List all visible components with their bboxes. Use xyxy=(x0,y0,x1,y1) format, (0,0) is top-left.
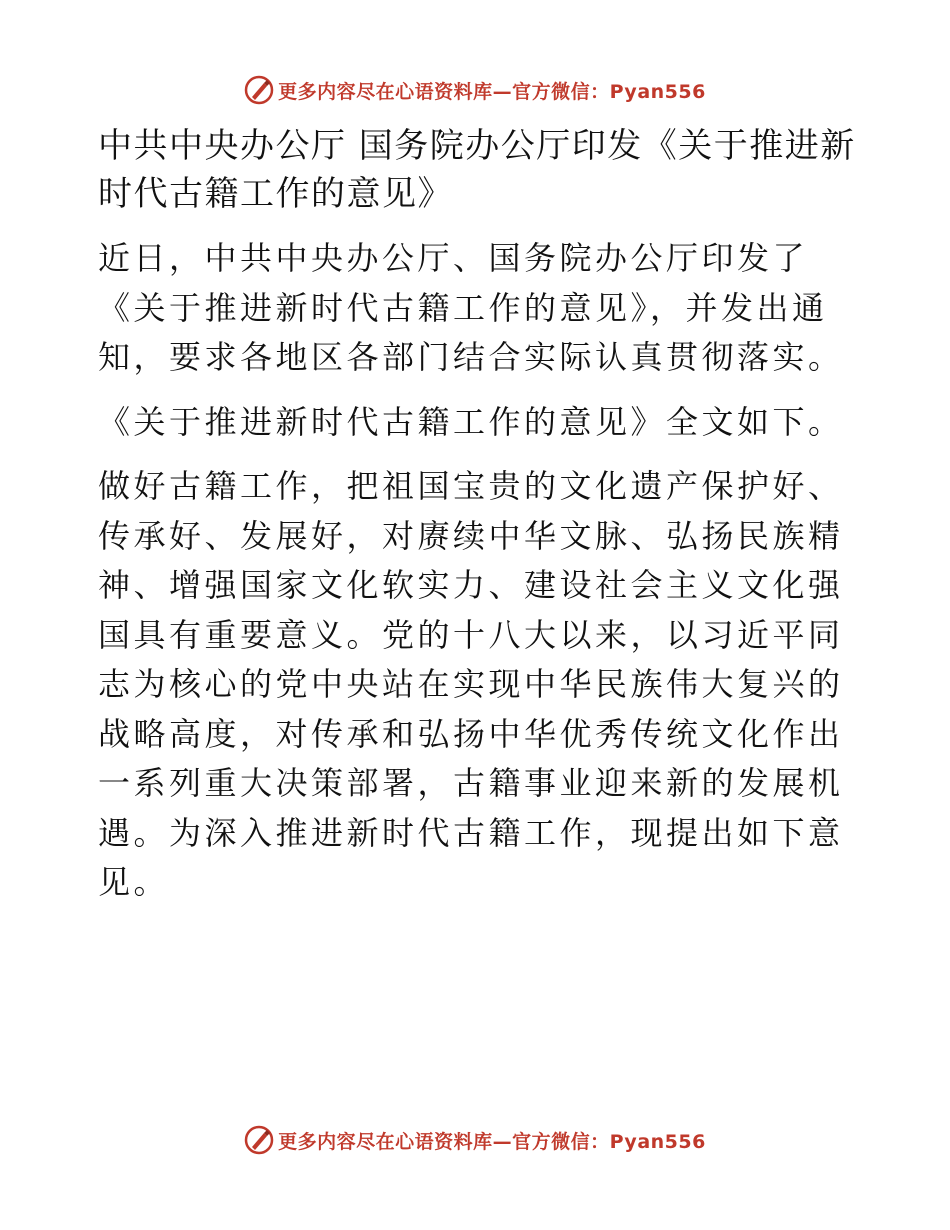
document-body xyxy=(98,122,858,923)
watermark-text: 更多内容尽在心语资料库—官方微信：Pyan556 xyxy=(278,1130,706,1153)
pen-logo-icon xyxy=(244,1125,274,1155)
footer-watermark xyxy=(0,1122,950,1158)
watermark-text: 更多内容尽在心语资料库—官方微信：Pyan556 xyxy=(278,80,706,103)
header-watermark xyxy=(0,72,950,108)
paragraph: 近日，中共中央办公厅、国务院办公厅印发了《关于推进新时代古籍工作的意见》，并发出通知，要求各地区各部门结合实际认真贯彻落实。 xyxy=(98,239,844,376)
pen-logo-icon xyxy=(244,75,274,105)
document-title: 中共中央办公厅 国务院办公厅印发《关于推进新时代古籍工作的意见》 xyxy=(98,126,856,214)
paragraph: 《关于推进新时代古籍工作的意见》全文如下。 xyxy=(98,402,844,441)
paragraph: 做好古籍工作，把祖国宝贵的文化遗产保护好、传承好、发展好，对赓续中华文脉、弘扬民族精神、增强国家文化软实力、建设社会主义文化强国具有重要意义。党的十八大以来，以习近平同志为核心的党中央站在实现中华民族伟大复兴的战略高度，对传承和弘扬中华优秀传统文化作出一系列重大决策部署，古籍事业迎来新的发展机遇。为深入推进新时代古籍工作，现提出如下意见。 xyxy=(98,467,844,901)
